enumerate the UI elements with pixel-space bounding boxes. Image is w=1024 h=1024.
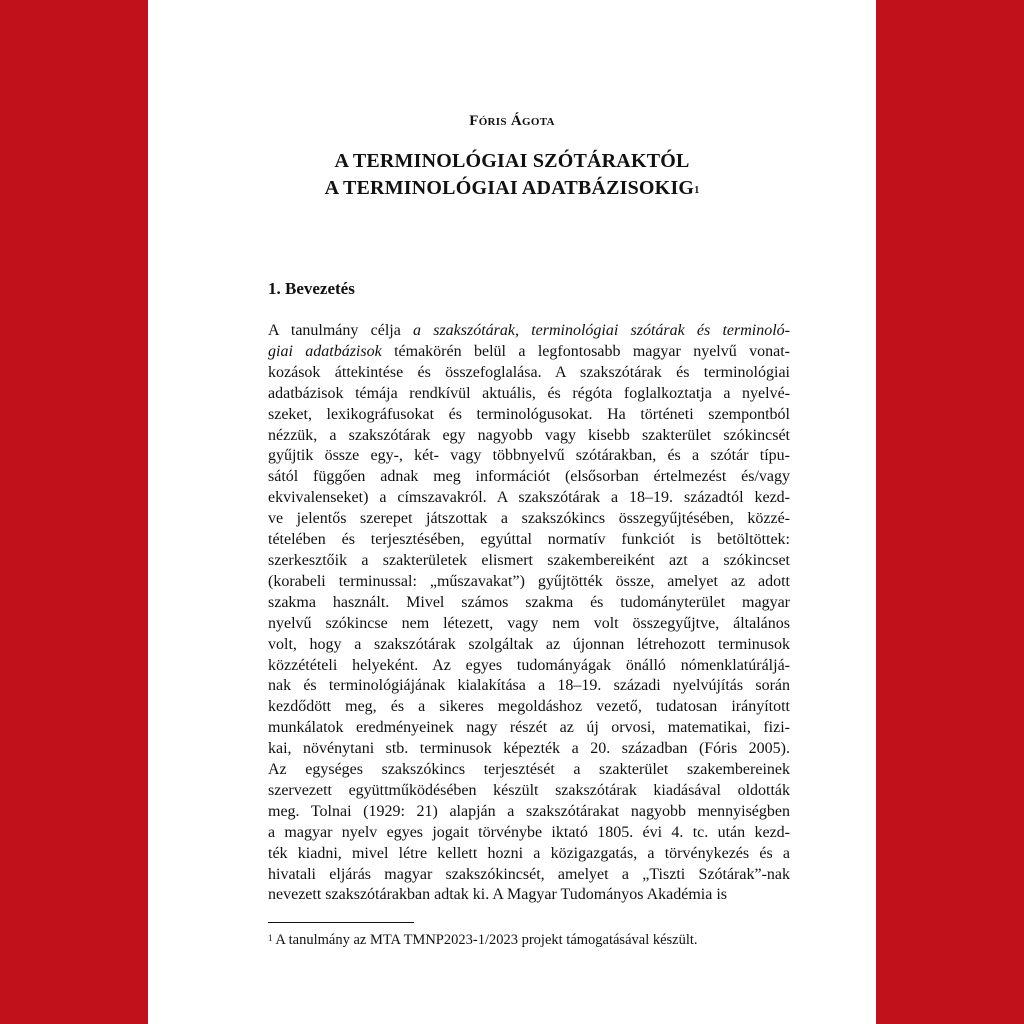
footnote-divider [268, 922, 414, 923]
body-line: Az egységes szakszókincs terjesztését a szakterület szakembereinek [268, 761, 790, 779]
body-line: szerkesztőik a szakterületek elismert szakembereiként azt a szókincset [268, 551, 790, 569]
body-line: volt, hogy a szakszótárak szolgáltak az újonnan létrehozott terminusok [268, 635, 790, 653]
title-footnote-mark: 1 [694, 185, 700, 196]
section-heading: 1. Bevezetés [268, 279, 355, 298]
body-line [268, 321, 790, 342]
body-line: kozások áttekintése és összefoglalása. A szakszótárak és terminológiai [268, 363, 790, 381]
title-line-2-text: A TERMINOLÓGIAI ADATBÁZISOKIG [324, 177, 695, 199]
body-line [268, 342, 790, 363]
italic-term: a szakszótárak, terminológiai szótárak és terminoló- [413, 322, 791, 339]
italic-term: giai adatbázisok [268, 342, 382, 360]
body-line: kezdődött meg, és a sikeres megoldáshoz vezető, tudatosan irányított [268, 698, 790, 716]
body-line: nevezett szakszótárakban adtak ki. A Magyar Tudományos Akadémia is [268, 886, 728, 904]
body-text [268, 321, 790, 906]
body-line: munkálatok eredményeinek nagy részét az új orvosi, matematikai, fizi- [268, 719, 790, 737]
footnote-mark: 1 [268, 933, 273, 943]
body-line: ték kiadni, mivel létre kellett hozni a közigazgatás, a törvénykezés és a [268, 844, 790, 862]
body-line: közzétételi helyeként. Az egyes tudományágak önálló nómenklatúráljá- [268, 656, 790, 674]
body-line: tételében és terjesztésében, egyúttal normatív funkciót is betöltöttek: [268, 531, 790, 549]
body-line: szervezett együttműködésében készült szakszótárak kiadásával oldották [268, 781, 790, 799]
body-line: szakma használt. Mivel számos szakma és tudományterület magyar [268, 593, 790, 611]
body-line: nyelvű szókincse nem létezett, vagy nem volt összegyűjtve, általános [268, 614, 790, 632]
body-line: gyűjtik össze egy-, két- vagy többnyelvű szótárakban, és a szótár típu- [268, 447, 790, 465]
body-line: nak és terminológiájának kialakítása a 18–19. századi nyelvújítás során [268, 677, 790, 695]
body-line: kai, növénytani stb. terminusok képezték a 20. században (Fóris 2005). [268, 740, 790, 758]
body-line: hivatali eljárás magyar szakszókincsét, amelyet a „Tiszti Szótárak”-nak [268, 865, 790, 883]
body-line: (korabeli terminussal: „műszavakat”) gyűjtötték össze, amelyet az adott [268, 572, 790, 590]
body-line: a magyar nyelv egyes jogait törvénybe iktató 1805. évi 4. tc. után kezd- [268, 823, 790, 841]
body-line: meg. Tolnai (1929: 21) alapján a szakszótárakat nagyobb mennyiségben [268, 802, 790, 820]
title-line-2 [148, 175, 876, 202]
footnote-text: A tanulmány az MTA TMNP2023-1/2023 projekt támogatásával készült. [272, 932, 698, 948]
body-line: nézzük, a szakszótárak egy nagyobb vagy kisebb szakterület szókincsét [268, 426, 790, 444]
body-line: sától függően adnak meg információt (elsősorban értelmezést és/vagy [268, 468, 790, 486]
article-title [148, 148, 876, 202]
body-line: szeket, lexikográfusokat és terminológusokat. Ha történeti szempontból [268, 405, 790, 423]
body-line: ekvivalenseket) a címszavakról. A szakszótárak a 18–19. századtól kezd- [268, 489, 790, 507]
body-text-fragment: A tanulmány célja [268, 322, 414, 339]
author-name: Fóris Ágota [469, 113, 555, 129]
body-text-fragment: témakörén belül a legfontosabb magyar nyelvű vonat- [381, 342, 790, 360]
footnote [268, 932, 698, 949]
body-line: adatbázisok témája rendkívül aktuális, és régóta foglalkoztatja a nyelvé- [268, 384, 790, 402]
document-page [148, 0, 876, 1024]
body-line: ve jelentős szerepet játszottak a szakszókincs összegyűjtésében, közzé- [268, 510, 790, 528]
title-line-1: A TERMINOLÓGIAI SZÓTÁRAKTÓL [334, 150, 690, 172]
